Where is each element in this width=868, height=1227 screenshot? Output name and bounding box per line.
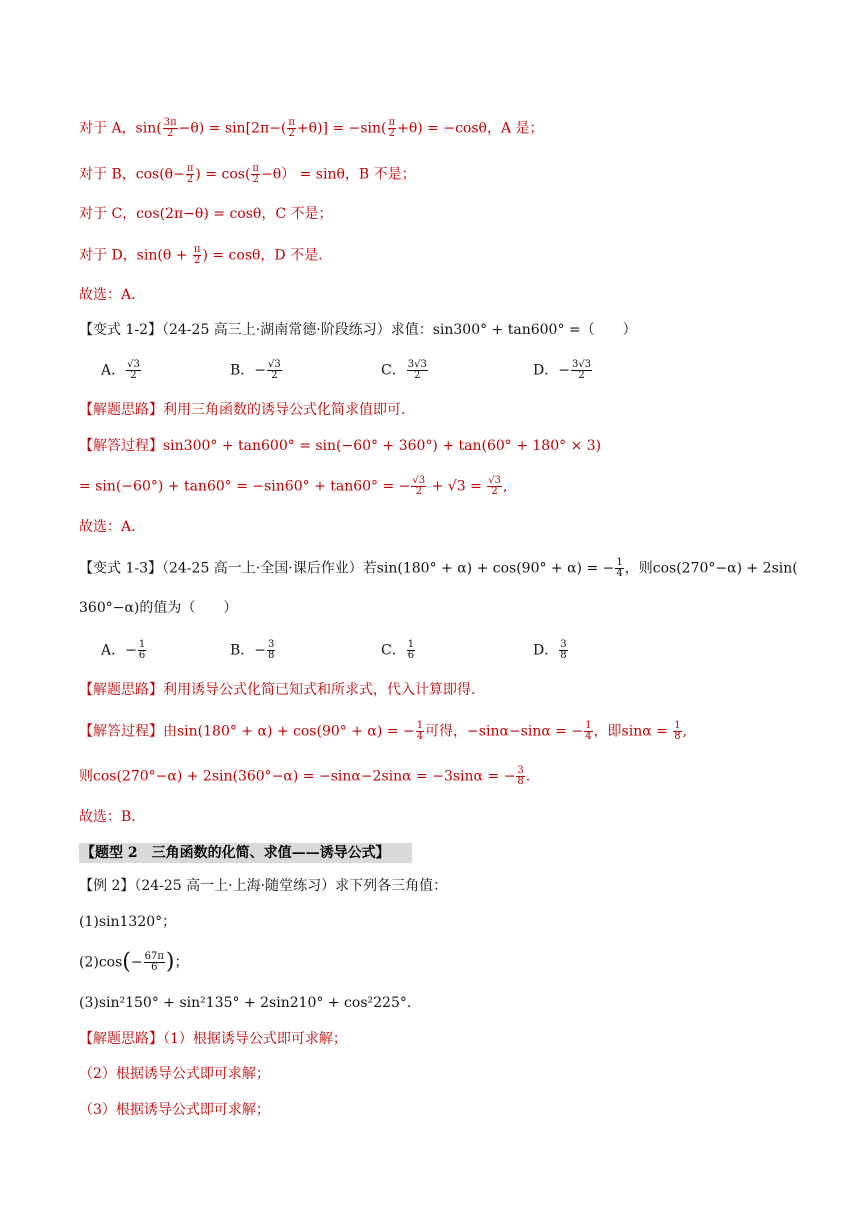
example-2-idea-1: 【解题思路】（1）根据诱导公式即可求解；	[79, 1031, 347, 1047]
variant-1-3-option-b	[230, 640, 276, 661]
text: ，则cos(270°−α) + 2sin(	[624, 560, 798, 577]
numerator: π	[288, 117, 295, 128]
text: 对于 A，sin(	[79, 120, 162, 137]
text: + √3 =	[427, 478, 487, 495]
fraction	[673, 721, 681, 742]
text: ,	[682, 723, 688, 740]
option-label: B．−	[230, 362, 267, 379]
fraction	[571, 360, 592, 381]
variant-1-3-option-d	[533, 640, 569, 661]
numerator: 1	[416, 720, 424, 731]
text: 则cos(270°−α) + 2sin(360°−α) = −sinα−2sinα = −3sinα = −	[79, 768, 516, 785]
denominator: 2	[271, 370, 278, 381]
denominator: 8	[517, 776, 524, 787]
variant-1-2-question: 【变式 1-2】（24-25 高三上·湖南常德·阶段练习）求值：sin300° + tan600° =（ ）	[79, 322, 637, 338]
minus-sign: −	[130, 954, 143, 971]
solution-line-a	[79, 118, 544, 139]
option-label: D．	[533, 642, 559, 659]
fraction	[251, 164, 260, 185]
denominator: 4	[616, 568, 623, 579]
fraction	[411, 476, 426, 497]
option-label: A．	[101, 362, 126, 379]
numerator: √3	[412, 475, 426, 486]
denominator: 4	[585, 731, 592, 742]
option-label: C．	[381, 362, 406, 379]
fraction	[407, 640, 415, 661]
variant-1-2-option-b	[230, 360, 283, 381]
denominator: 2	[388, 128, 395, 139]
fraction	[186, 164, 195, 185]
variant-1-3-process-1	[79, 721, 687, 742]
variant-1-2-answer: 故选：A.	[79, 519, 136, 535]
numerator: 3√3	[571, 359, 592, 370]
text: ) = cosθ，D 不是.	[202, 247, 323, 264]
option-label: B．−	[230, 642, 267, 659]
numerator: 3	[268, 639, 275, 650]
text: 【变式 1-3】（24-25 高一上·全国·课后作业）若sin(180° + α) + cos(90° + α) = −	[79, 560, 615, 577]
fraction	[559, 640, 567, 661]
text: +θ)] = −sin(	[296, 120, 387, 137]
variant-1-3-idea: 【解题思路】利用诱导公式化简已知式和所求式，代入计算即得.	[79, 682, 476, 698]
example-2-idea-2: （2）根据诱导公式即可求解；	[79, 1066, 270, 1082]
variant-1-2-process-1: 【解答过程】sin300° + tan600° = sin(−60° + 360°) + tan(60° + 180° × 3)	[79, 438, 602, 454]
fraction	[144, 952, 165, 973]
numerator: π	[186, 163, 194, 174]
denominator: 2	[415, 486, 422, 497]
option-label: A．−	[101, 642, 137, 659]
denominator: 2	[252, 174, 259, 185]
example-2-part-2	[79, 949, 189, 975]
text: 对于 B，cos(θ−	[79, 166, 185, 183]
numerator: 3√3	[407, 359, 427, 370]
denominator: 2	[166, 128, 174, 139]
text: 可得，−sinα−sinα = −	[425, 723, 584, 740]
text: .	[525, 768, 531, 785]
numerator: π	[252, 163, 259, 174]
denominator: 6	[407, 650, 415, 661]
numerator: 1	[674, 720, 681, 731]
numerator: 3π	[163, 117, 177, 128]
text: = sin(−60°) + tan60° = −sin60° + tan60° = −	[79, 478, 411, 495]
text: +θ) = −cosθ，A 是；	[397, 120, 544, 137]
fraction	[615, 558, 623, 579]
denominator: 2	[491, 486, 498, 497]
text: −θ） = sinθ，B 不是；	[261, 166, 416, 183]
variant-1-3-answer: 故选：B.	[79, 809, 136, 825]
numerator: 3	[517, 765, 524, 776]
example-2-question: 【例 2】（24-25 高一上·上海·随堂练习）求下列各三角值：	[79, 878, 448, 894]
variant-1-3-option-c	[381, 640, 416, 661]
fraction	[388, 118, 397, 139]
fraction	[267, 640, 275, 661]
example-2-part-1: (1)sin1320°；	[79, 914, 177, 930]
denominator: 8	[268, 650, 275, 661]
variant-1-2-option-c	[381, 360, 429, 381]
answer-line: 故选：A.	[79, 287, 136, 303]
text: 对于 D，sin(θ +	[79, 247, 192, 264]
denominator: 2	[414, 370, 421, 381]
text: −θ) = sin[2π−(	[178, 120, 287, 137]
variant-1-3-option-a	[101, 640, 147, 661]
variant-1-3-process-2	[79, 766, 530, 787]
numerator: 1	[407, 639, 415, 650]
fraction	[126, 360, 141, 381]
solution-line-c: 对于 C，cos(2π−θ) = cosθ，C 不是；	[79, 206, 333, 222]
numerator: √3	[488, 475, 501, 486]
example-2-idea-3: （3）根据诱导公式即可求解；	[79, 1102, 270, 1118]
fraction	[487, 476, 502, 497]
fraction	[287, 118, 296, 139]
fraction	[163, 118, 178, 139]
text: ；	[174, 954, 189, 971]
right-paren: )	[165, 949, 175, 975]
denominator: 4	[416, 731, 424, 742]
solution-line-d	[79, 245, 323, 266]
option-label: D．−	[533, 362, 570, 379]
text: ) = cos(	[195, 166, 251, 183]
variant-1-3-question-line-2: 360°−α)的值为（ ）	[79, 600, 238, 616]
numerator: √3	[127, 359, 140, 370]
fraction	[584, 721, 592, 742]
numerator: 1	[138, 639, 146, 650]
variant-1-2-idea: 【解题思路】利用三角函数的诱导公式化简求值即可.	[79, 402, 406, 418]
fraction	[516, 766, 524, 787]
numerator: 67π	[144, 951, 164, 962]
numerator: √3	[268, 359, 281, 370]
solution-line-b	[79, 164, 416, 185]
option-label: C．	[381, 642, 406, 659]
fraction	[138, 640, 146, 661]
denominator: 2	[288, 128, 295, 139]
text: ，即sinα =	[593, 723, 673, 740]
denominator: 2	[578, 370, 585, 381]
example-2-part-3: (3)sin²150° + sin²135° + 2sin210° + cos²225°.	[79, 995, 412, 1011]
denominator: 8	[560, 650, 567, 661]
text: ,	[502, 478, 508, 495]
variant-1-2-option-d	[533, 360, 593, 381]
numerator: 3	[560, 639, 567, 650]
denominator: 6	[151, 962, 158, 973]
variant-1-2-option-a	[101, 360, 142, 381]
fraction	[416, 721, 424, 742]
numerator: 1	[616, 557, 623, 568]
section-heading: 【题型 2 三角函数的化简、求值——诱导公式】	[79, 843, 412, 863]
variant-1-3-question-line-1	[79, 558, 798, 579]
denominator: 6	[138, 650, 146, 661]
denominator: 8	[674, 731, 681, 742]
denominator: 2	[193, 255, 201, 266]
left-paren: (	[122, 949, 131, 975]
numerator: π	[193, 244, 201, 255]
denominator: 2	[130, 370, 137, 381]
fraction	[267, 360, 282, 381]
numerator: π	[388, 117, 396, 128]
text: 【解答过程】由sin(180° + α) + cos(90° + α) = −	[79, 723, 415, 740]
numerator: 1	[585, 720, 592, 731]
variant-1-2-process-2	[79, 476, 507, 497]
text: (2)cos	[79, 954, 123, 971]
fraction	[407, 360, 428, 381]
denominator: 2	[186, 174, 194, 185]
fraction	[193, 245, 202, 266]
